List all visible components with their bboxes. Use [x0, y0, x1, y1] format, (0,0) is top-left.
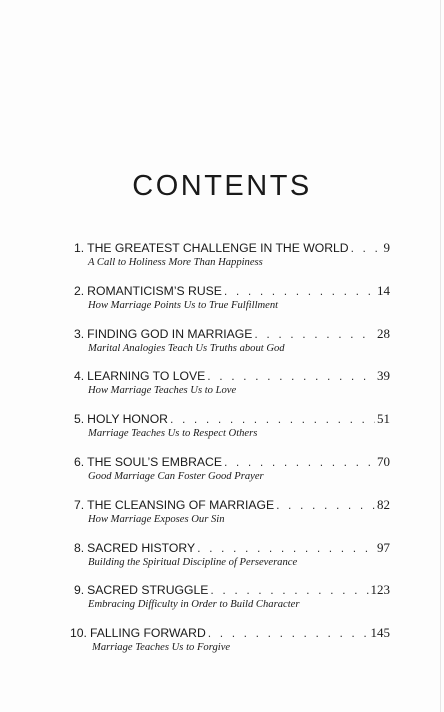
page-number: 28	[377, 325, 390, 341]
chapter-title: SACRED HISTORY	[87, 540, 196, 555]
contents-heading: CONTENTS	[132, 170, 312, 202]
chapter-title: FALLING FORWARD	[89, 626, 206, 641]
toc-entry-8	[74, 540, 390, 583]
toc-entry-line	[74, 326, 390, 342]
toc-entry-3	[74, 326, 390, 369]
dot-leader	[210, 582, 368, 598]
toc-entry-line	[74, 582, 390, 598]
dot-leader	[276, 497, 375, 513]
chapter-subtitle: Building the Spiritual Discipline of Perseverance	[88, 556, 298, 568]
toc-entry-6	[74, 454, 390, 497]
toc-entry-2	[74, 283, 390, 326]
chapter-subtitle: Marriage Teaches Us to Respect Others	[88, 428, 258, 440]
chapter-number: 5.	[74, 412, 85, 427]
toc-entry-line	[74, 497, 390, 513]
chapter-subtitle: A Call to Holiness More Than Happiness	[88, 257, 263, 268]
chapter-number: 1.	[74, 241, 85, 255]
page-number: 123	[370, 582, 390, 598]
page-number: 82	[377, 496, 390, 512]
chapter-title: THE GREATEST CHALLENGE IN THE WORLD	[87, 241, 349, 255]
page-number: 97	[377, 539, 390, 555]
chapter-subtitle: Marriage Teaches Us to Forgive	[92, 642, 231, 654]
toc-entry-line	[70, 625, 390, 641]
page-number: 145	[370, 625, 390, 641]
chapter-number: 4.	[74, 369, 85, 384]
toc-entry-9	[74, 582, 390, 625]
dot-leader	[254, 326, 375, 342]
chapter-title: THE SOUL’S EMBRACE	[87, 454, 222, 469]
toc-entry-5	[74, 411, 390, 454]
table-of-contents	[70, 240, 390, 668]
page-number: 39	[377, 368, 390, 384]
toc-entry-line	[74, 411, 390, 427]
toc-entry-line	[74, 368, 390, 384]
chapter-subtitle: Embracing Difficulty in Order to Build Character	[88, 599, 300, 611]
toc-entry-line	[74, 540, 390, 556]
dot-leader	[224, 283, 375, 299]
chapter-number: 10.	[70, 626, 87, 641]
chapter-number: 3.	[74, 326, 85, 341]
toc-entry-line	[74, 283, 390, 299]
chapter-number: 2.	[74, 283, 85, 298]
dot-leader	[170, 411, 375, 427]
page-number: 51	[377, 411, 390, 427]
chapter-title: FINDING GOD IN MARRIAGE	[87, 326, 253, 341]
toc-entry-line	[74, 454, 390, 470]
chapter-subtitle: Good Marriage Can Foster Good Prayer	[88, 470, 264, 482]
chapter-subtitle: How Marriage Exposes Our Sin	[88, 513, 225, 525]
chapter-subtitle: Marital Analogies Teach Us Truths about God	[88, 342, 285, 354]
chapter-number: 6.	[74, 454, 85, 469]
page-number: 9	[383, 240, 390, 255]
chapter-number: 8.	[74, 540, 85, 555]
dot-leader	[208, 625, 369, 641]
dot-leader	[207, 368, 375, 384]
chapter-title: THE CLEANSING OF MARRIAGE	[87, 497, 275, 512]
toc-entry-line	[74, 240, 390, 256]
chapter-subtitle: How Marriage Points Us to True Fulfillment	[88, 299, 279, 311]
chapter-subtitle: How Marriage Teaches Us to Love	[88, 385, 237, 397]
toc-entry-4	[74, 368, 390, 411]
chapter-title: SACRED STRUGGLE	[87, 583, 209, 598]
toc-entry-10	[70, 625, 390, 668]
chapter-title: LEARNING TO LOVE	[87, 369, 206, 384]
dot-leader	[351, 240, 382, 256]
page-number: 14	[377, 282, 390, 298]
toc-entry-1	[74, 240, 390, 283]
chapter-title: ROMANTICISM’S RUSE	[87, 283, 222, 298]
chapter-title: HOLY HONOR	[87, 412, 168, 427]
toc-entry-7	[74, 497, 390, 540]
page-edge-line	[440, 0, 441, 712]
dot-leader	[197, 540, 375, 556]
chapter-number: 9.	[74, 583, 85, 598]
page-number: 70	[377, 453, 390, 469]
chapter-number: 7.	[74, 497, 85, 512]
dot-leader	[224, 454, 375, 470]
